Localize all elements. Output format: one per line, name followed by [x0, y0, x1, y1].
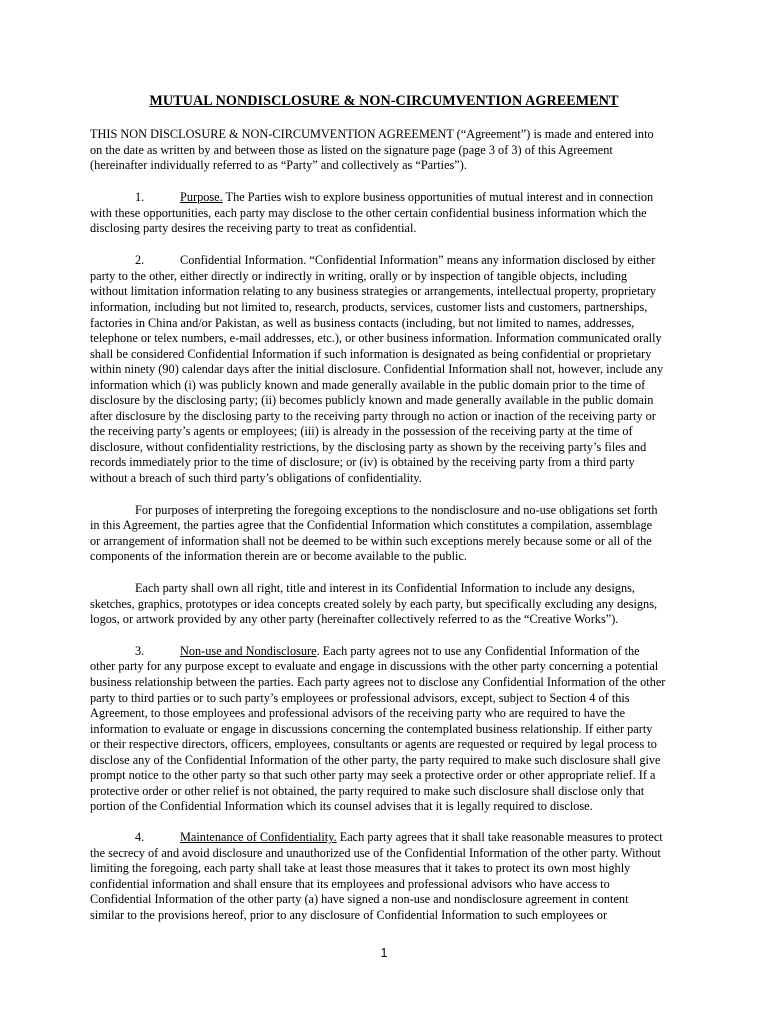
section-3-line: business relationship between the parties. Each party agrees not to disclose any Confidential Information of the other: [90, 675, 666, 689]
section-3-text: . Each party agrees not to use any Confidential Information of the: [316, 644, 640, 658]
section-1-line: disclosing party desires the receiving party to treat as confidential.: [90, 221, 417, 235]
section-2-line: disclosure, without confidentiality restrictions, by the disclosing party as shown by the receiving party’s files and: [90, 440, 647, 454]
section-3-line: prompt notice to the other party so that such other party may seek a protective order or other appropriate relief. If a: [90, 768, 656, 782]
intro-line: on the date as written by and between those as listed on the signature page (page 3 of 3) of this Agreement: [90, 143, 613, 157]
section-2-text: Confidential Information. “Confidential Information” means any information disclosed by either: [180, 253, 656, 267]
section-2-line: after disclosure by the disclosing party to the receiving party through no action or inaction of the receiving party or: [90, 409, 656, 423]
section-4-heading: Maintenance of Confidentiality.: [180, 830, 337, 844]
section-4-line: similar to the provisions hereof, prior to any disclosure of Confidential Information to such employees or: [90, 908, 608, 922]
section-4-line: Confidential Information of the other party (a) have signed a non-use and nondisclosure agreement in content: [90, 892, 629, 906]
section-2-number: 2.: [135, 253, 145, 267]
creative-works-line: logos, or artwork provided by any other party (hereinafter collectively referred to as the “Creative Works”).: [90, 612, 619, 626]
section-2-line: records immediately prior to the time of disclosure; or (iv) is obtained by the receiving party from a third party: [90, 455, 635, 469]
section-3-line: information to evaluate or engage in discussions concerning the contemplated business relationship. If either party: [90, 722, 653, 736]
section-2-line: shall be considered Confidential Information if such information is designated as being confidential or proprietary: [90, 347, 652, 361]
exceptions-line: components of the information therein are or become available to the public.: [90, 549, 467, 563]
section-2-line: without limitation information relating to any business strategies or arrangements, intellectual property, proprietary: [90, 284, 657, 298]
section-2-line: party to the other, either directly or indirectly in writing, orally or by inspection of tangible objects, including: [90, 269, 628, 283]
section-4-line: confidential information and shall ensure that its employees and professional advisors who have access to: [90, 877, 610, 891]
section-1-number: 1.: [135, 190, 145, 204]
section-3-line: party to third parties or to such party’s employees or professional advisors, except, subject to Section 4 of this: [90, 691, 630, 705]
section-1-line: with these opportunities, each party may disclose to the other certain confidential business information which the: [90, 206, 647, 220]
creative-works-line: sketches, graphics, prototypes or idea concepts created solely by each party, but specifically excluding any designs,: [90, 597, 658, 611]
section-3-line: portion of the Confidential Information which its counsel advises that it is legally required to disclose.: [90, 799, 593, 813]
section-3-heading: Non-use and Nondisclosure: [180, 644, 317, 658]
section-3-number: 3.: [135, 644, 145, 658]
creative-works-first-line: Each party shall own all right, title and interest in its Confidential Information to include any designs,: [135, 581, 635, 595]
section-2-line: information, including but not limited to, research, products, services, customer lists and customers, partnerships,: [90, 300, 648, 314]
section-3-line: protective order or other relief is not obtained, the party required to make such disclosure shall disclose only that: [90, 784, 645, 798]
page-number: 1: [380, 946, 388, 960]
section-1-heading: Purpose.: [180, 190, 223, 204]
section-2-line: factories in China and/or Pakistan, as well as business contacts (including, but not limited to names, addresses,: [90, 316, 635, 330]
section-3-line: other party for any purpose except to evaluate and engage in discussions with the other party concerning a potential: [90, 659, 659, 673]
exceptions-line: or arrangement of information shall not be deemed to be within such exceptions merely because some or all of the: [90, 534, 652, 548]
section-3-line: disclose any of the Confidential Information of the other party, the party required to make such disclosure shall give: [90, 753, 661, 767]
section-2-line: information which (i) was publicly known and made generally available in the public domain prior to the time of: [90, 378, 646, 392]
section-2-line: telephone or telex numbers, e-mail addresses, etc.), or other business information. Information communicated orally: [90, 331, 662, 345]
section-1-text: The Parties wish to explore business opportunities of mutual interest and in connection: [222, 190, 654, 204]
document-title: MUTUAL NONDISCLOSURE & NON-CIRCUMVENTION AGREEMENT: [149, 93, 619, 109]
section-2-line: without a breach of such third party’s obligations of confidentiality.: [90, 471, 422, 485]
section-4-number: 4.: [135, 830, 145, 844]
exceptions-first-line: For purposes of interpreting the foregoing exceptions to the nondisclosure and no-use obligations set forth: [135, 503, 658, 517]
intro-line: (hereinafter individually referred to as “Party” and collectively as “Parties”).: [90, 158, 467, 172]
section-3-line: Agreement, to those employees and professional advisors of the receiving party who are required to have the: [90, 706, 626, 720]
section-2-line: the receiving party’s agents or employees; (iii) is already in the possession of the receiving party at the time of: [90, 424, 633, 438]
section-4-line: limiting the foregoing, each party shall take at least those measures that it takes to protect its own most highly: [90, 861, 631, 875]
intro-line: THIS NON DISCLOSURE & NON-CIRCUMVENTION AGREEMENT (“Agreement”) is made and entered into: [90, 127, 654, 141]
exceptions-line: in this Agreement, the parties agree that the Confidential Information which constitutes a compilation, assemblage: [90, 518, 653, 532]
section-2-line: within ninety (90) calendar days after the initial disclosure. Confidential Information shall not, however, include any: [90, 362, 664, 376]
section-3-line: or their respective directors, officers, employees, consultants or agents are requested or required by legal process to: [90, 737, 657, 751]
section-4-text: Each party agrees that it shall take reasonable measures to protect: [336, 830, 663, 844]
section-2-line: disclosure by the disclosing party; (ii) becomes publicly known and made generally available in the public domain: [90, 393, 654, 407]
section-4-line: the secrecy of and avoid disclosure and unauthorized use of the Confidential Information of the other party. Without: [90, 846, 661, 860]
